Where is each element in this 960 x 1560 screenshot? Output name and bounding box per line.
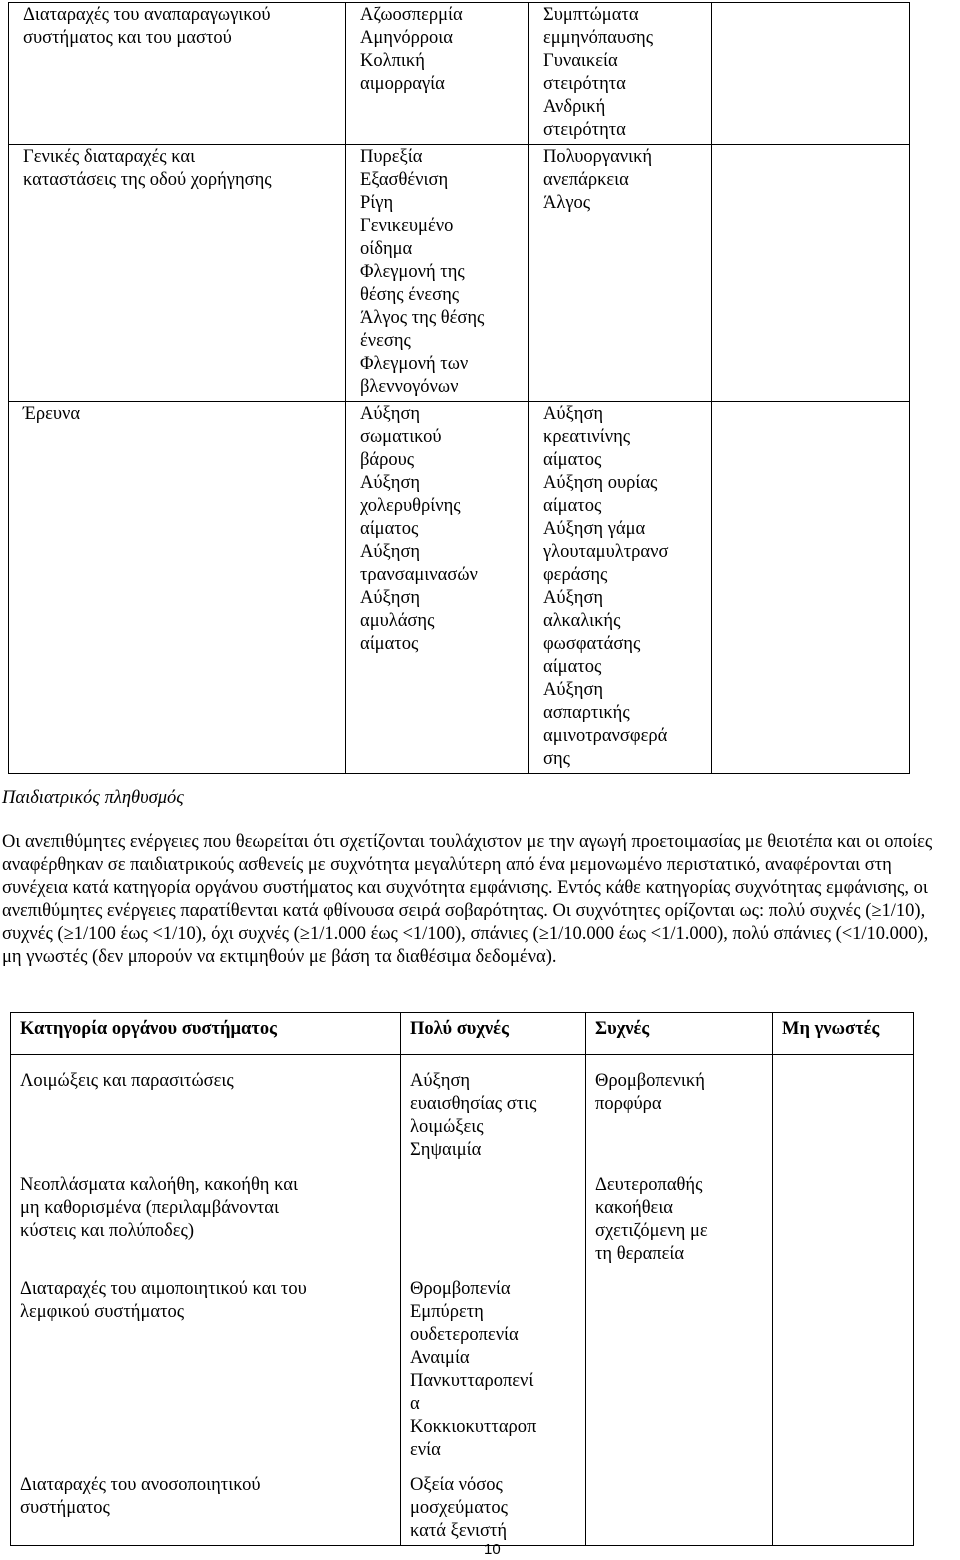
frequency-cell: Αύξηση σωματικού βάρους Αύξηση χολερυθρίνης αίματος Αύξηση τρανσαμινασών Αύξηση αμυλάσης αίματος (346, 402, 529, 774)
very-common-cell: Θρομβοπενία Εμπύρετη ουδετεροπενία Αναιμία Πανκυτταροπενί α Κοκκιοκυτταροπ ενία (401, 1266, 586, 1462)
table-row (11, 1058, 914, 1162)
common-cell (586, 1462, 773, 1546)
category-cell: Διαταραχές του αιμοποιητικού και του λεμφικού συστήματος (11, 1266, 401, 1462)
category-cell: Λοιμώξεις και παρασιτώσεις (11, 1058, 401, 1162)
unknown-cell (773, 1462, 914, 1546)
category-cell: Νεοπλάσματα καλοήθη, κακοήθη και μη καθορισμένα (περιλαμβάνονται κύστεις και πολύποδες) (11, 1162, 401, 1266)
frequency-cell: Πολυοργανική ανεπάρκεια Άλγος (529, 145, 712, 402)
common-cell (586, 1266, 773, 1462)
column-header: Συχνές (586, 1013, 773, 1055)
unknown-cell (773, 1266, 914, 1462)
frequency-cell (712, 3, 910, 145)
page-number: 10 (484, 1541, 501, 1558)
common-cell: Θρομβοπενική πορφύρα (586, 1058, 773, 1162)
category-cell: Διαταραχές του ανοσοποιητικού συστήματος (11, 1462, 401, 1546)
table-row (9, 3, 910, 145)
frequency-cell: Συμπτώματα εμμηνόπαυσης Γυναικεία στειρότητα Ανδρική στειρότητα (529, 3, 712, 145)
unknown-cell (773, 1058, 914, 1162)
unknown-cell (773, 1162, 914, 1266)
frequency-cell: Αύξηση κρεατινίνης αίματος Αύξηση ουρίας αίματος Αύξηση γάμα γλουταμυλτρανσ φεράσης Αύξηση αλκαλικής φωσφατάσης αίματος Αύξηση ασπαρτικής αμινοτρανσφερά σης (529, 402, 712, 774)
frequency-cell: Αζωοσπερμία Αμηνόρροια Κολπική αιμορραγία (346, 3, 529, 145)
category-cell: Διαταραχές του αναπαραγωγικού συστήματος και του μαστού (9, 3, 346, 145)
section-heading: Παιδιατρικός πληθυσμός (2, 788, 184, 808)
table-row (11, 1462, 914, 1546)
column-header: Πολύ συχνές (401, 1013, 586, 1055)
frequency-cell (712, 402, 910, 774)
column-header: Κατηγορία οργάνου συστήματος (11, 1013, 401, 1055)
category-cell: Έρευνα (9, 402, 346, 774)
very-common-cell: Αύξηση ευαισθησίας στις λοιμώξεις Σηψαιμία (401, 1058, 586, 1162)
table-header-row (11, 1013, 914, 1055)
frequency-cell: Πυρεξία Εξασθένιση Ρίγη Γενικευμένο οίδημα Φλεγμονή της θέσης ένεσης Άλγος της θέσης ένεσης Φλεγμονή των βλεννογόνων (346, 145, 529, 402)
intro-paragraph: Οι ανεπιθύμητες ενέργειες που θεωρείται ότι σχετίζονται τουλάχιστον με την αγωγή προετοιμασίας με θειοτέπα και οι οποίες αναφέρθηκαν σε παιδιατρικούς ασθενείς με συχνότητα μεγαλύτερη από ένα μεμονωμένο περιστατικό, αναφέρονται στη συνέχεια κατά κατηγορία οργάνου συστήματος και συχνότητα εμφάνισης. Εντός κάθε κατηγορίας συχνότητας εμφάνισης, οι ανεπιθύμητες ενέργειες παρατίθενται κατά φθίνουσα σειρά σοβαρότητας. Οι συχνότητες ορίζονται ως: πολύ συχνές (≥1/10), συχνές (≥1/100 έως <1/10), όχι συχνές (≥1/1.000 έως <1/100), σπάνιες (≥1/10.000 έως <1/1.000), πολύ σπάνιες (<1/10.000), μη γνωστές (δεν μπορούν να εκτιμηθούν με βάση τα διαθέσιμα δεδομένα). (2, 832, 933, 967)
top-continuation-table (8, 2, 910, 774)
table-row (11, 1266, 914, 1462)
table-row (11, 1162, 914, 1266)
category-cell: Γενικές διαταραχές και καταστάσεις της οδού χορήγησης (9, 145, 346, 402)
common-cell: Δευτεροπαθής κακοήθεια σχετιζόμενη με τη θεραπεία (586, 1162, 773, 1266)
table-row (9, 145, 910, 402)
table-row (9, 402, 910, 774)
adverse-reactions-table (10, 1012, 914, 1546)
column-header: Μη γνωστές (773, 1013, 914, 1055)
frequency-cell (712, 145, 910, 402)
very-common-cell: Οξεία νόσος μοσχεύματος κατά ξενιστή (401, 1462, 586, 1546)
very-common-cell (401, 1162, 586, 1266)
